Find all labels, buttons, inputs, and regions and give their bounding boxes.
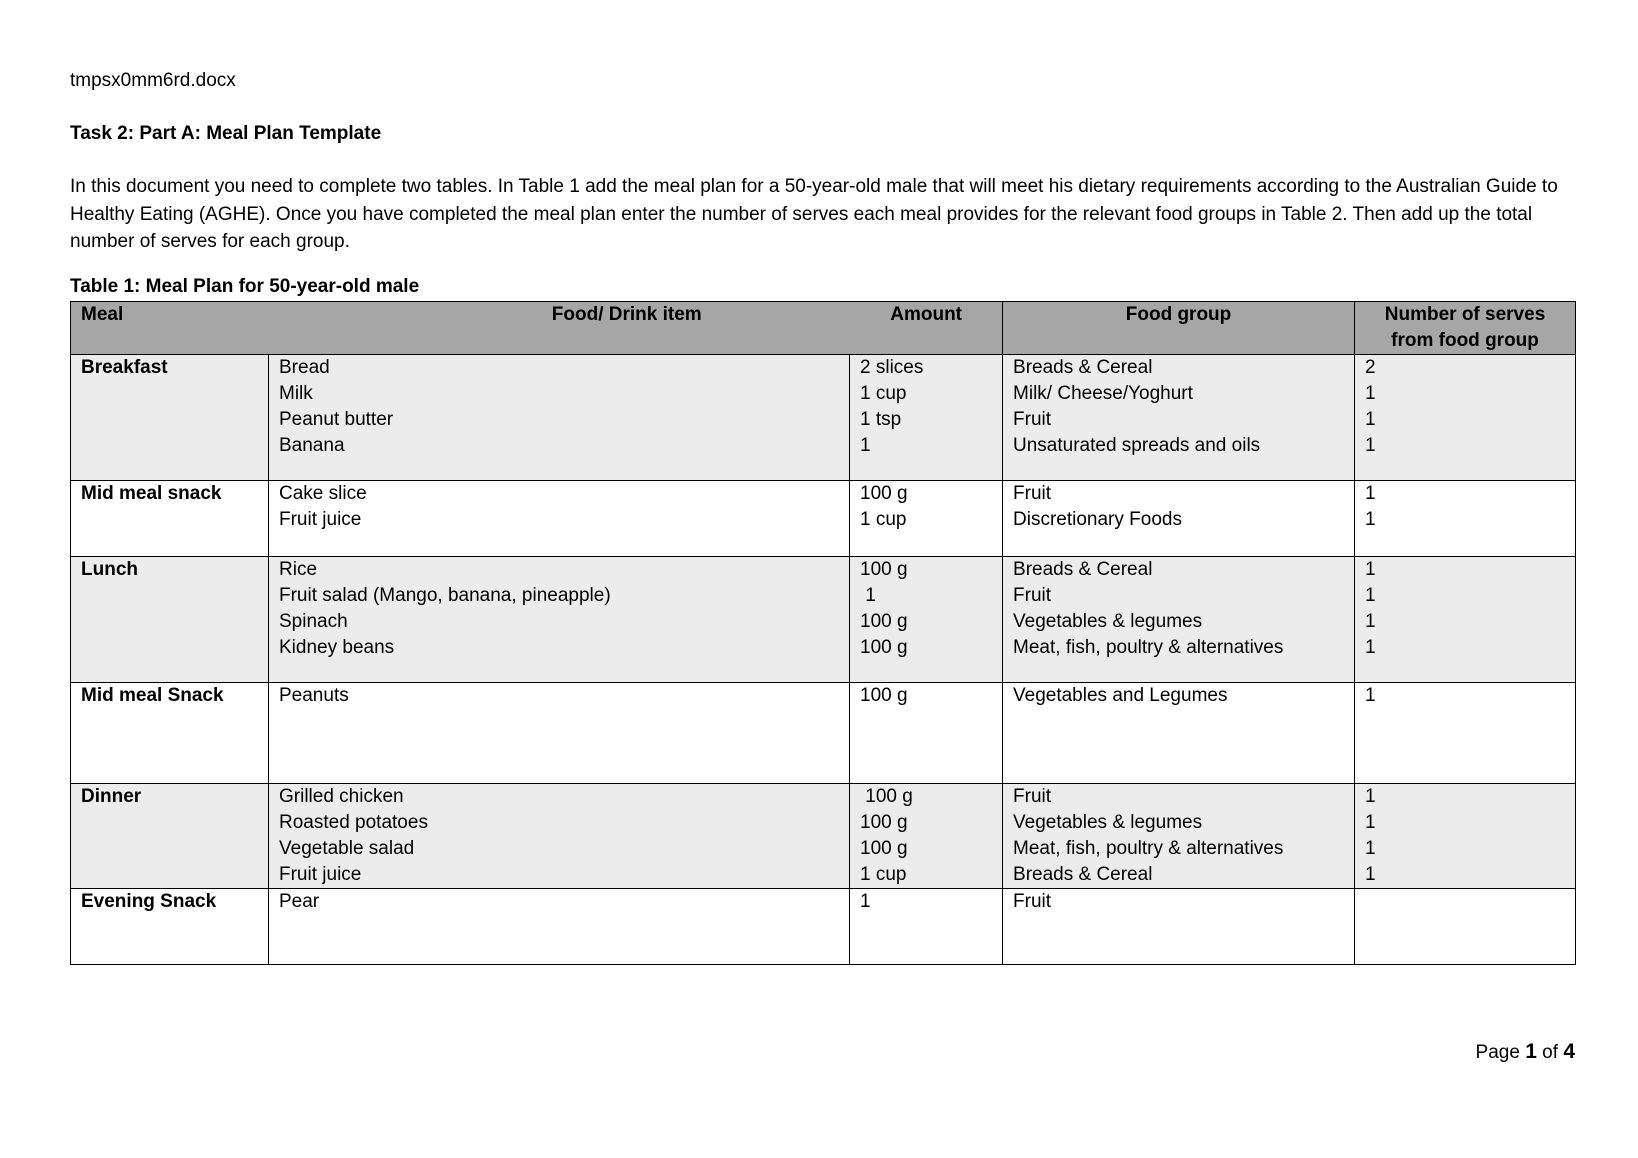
amount-cell — [850, 481, 1003, 557]
food-item: Kidney beans — [279, 637, 395, 658]
food-item: Peanuts — [279, 685, 349, 706]
food-item: Spinach — [279, 611, 348, 632]
food-group: Breads & Cereal — [1013, 357, 1153, 378]
food-group: Vegetables & legumes — [1013, 611, 1203, 632]
amount: 100 g — [860, 559, 908, 580]
amount-cell — [850, 355, 1003, 481]
food-item: Vegetable salad — [279, 838, 415, 859]
amount: 1 tsp — [860, 409, 902, 430]
header-meal-food-amount — [71, 302, 1003, 355]
serves: 1 — [1365, 409, 1376, 430]
amount: 1 — [860, 891, 871, 912]
meal-plan-table — [70, 301, 1576, 965]
current-page: 1 — [1525, 1040, 1537, 1063]
serves: 1 — [1365, 383, 1376, 404]
amount: 1 cup — [860, 864, 907, 885]
table-row — [71, 683, 1576, 784]
header-food-group: Food group — [1003, 302, 1355, 355]
food-item-cell — [269, 481, 850, 557]
header-amount: Amount — [890, 304, 963, 325]
food-item-cell — [269, 355, 850, 481]
meal-name-cell: Mid meal snack — [71, 481, 269, 557]
amount: 100 g — [860, 812, 908, 833]
amount-cell — [850, 557, 1003, 683]
meal-name-cell: Mid meal Snack — [71, 683, 269, 784]
food-group: Meat, fish, poultry & alternatives — [1013, 637, 1284, 658]
food-group: Unsaturated spreads and oils — [1013, 435, 1261, 456]
food-group: Breads & Cereal — [1013, 864, 1153, 885]
serves-cell — [1355, 683, 1576, 784]
food-group: Fruit — [1013, 409, 1052, 430]
food-group-cell — [1003, 784, 1355, 889]
serves: 1 — [1365, 483, 1376, 504]
amount: 100 g — [860, 838, 908, 859]
food-item: Bread — [279, 357, 330, 378]
meal-name-cell: Evening Snack — [71, 889, 269, 965]
serves: 1 — [1365, 585, 1376, 606]
serves-cell — [1355, 481, 1576, 557]
amount-cell — [850, 889, 1003, 965]
table-row — [71, 481, 1576, 557]
table-body — [71, 355, 1576, 965]
table-caption: Table 1: Meal Plan for 50-year-old male — [70, 276, 420, 297]
food-group-cell — [1003, 683, 1355, 784]
food-item: Cake slice — [279, 483, 367, 504]
food-group: Discretionary Foods — [1013, 509, 1182, 530]
serves-cell — [1355, 355, 1576, 481]
amount: 2 slices — [860, 357, 924, 378]
meal-name-cell: Breakfast — [71, 355, 269, 481]
food-group-cell — [1003, 481, 1355, 557]
page-label: Page — [1475, 1042, 1520, 1063]
serves-cell — [1355, 784, 1576, 889]
food-item: Banana — [279, 435, 345, 456]
amount: 1 cup — [860, 509, 907, 530]
food-item: Pear — [279, 891, 320, 912]
table-header-row — [71, 302, 1576, 355]
table-row — [71, 784, 1576, 889]
food-group: Fruit — [1013, 786, 1052, 807]
serves: 1 — [1365, 838, 1376, 859]
amount: 100 g — [860, 786, 913, 807]
food-item: Fruit juice — [279, 509, 362, 530]
amount: 1 cup — [860, 383, 907, 404]
serves: 1 — [1365, 509, 1376, 530]
amount-cell — [850, 784, 1003, 889]
header-meal: Meal — [81, 304, 124, 325]
food-group-cell — [1003, 557, 1355, 683]
table-row — [71, 557, 1576, 683]
amount: 100 g — [860, 685, 908, 706]
food-item: Peanut butter — [279, 409, 394, 430]
food-group: Fruit — [1013, 483, 1052, 504]
amount: 100 g — [860, 483, 908, 504]
task-heading: Task 2: Part A: Meal Plan Template — [70, 123, 382, 144]
food-group: Fruit — [1013, 891, 1052, 912]
food-group-cell — [1003, 889, 1355, 965]
serves: 1 — [1365, 812, 1376, 833]
food-item: Grilled chicken — [279, 786, 404, 807]
food-group: Breads & Cereal — [1013, 559, 1153, 580]
amount: 1 — [860, 585, 876, 606]
food-item-cell — [269, 889, 850, 965]
food-item-cell — [269, 784, 850, 889]
food-item: Fruit salad (Mango, banana, pineapple) — [279, 585, 611, 606]
food-group: Meat, fish, poultry & alternatives — [1013, 838, 1284, 859]
serves-cell — [1355, 557, 1576, 683]
food-item: Fruit juice — [279, 864, 362, 885]
serves: 1 — [1365, 559, 1376, 580]
serves: 1 — [1365, 864, 1376, 885]
meal-name-cell: Dinner — [71, 784, 269, 889]
food-item: Rice — [279, 559, 318, 580]
food-group-cell — [1003, 355, 1355, 481]
food-group: Vegetables & legumes — [1013, 812, 1203, 833]
food-item-cell — [269, 683, 850, 784]
amount: 100 g — [860, 611, 908, 632]
serves: 1 — [1365, 435, 1376, 456]
food-group: Vegetables and Legumes — [1013, 685, 1228, 706]
food-item: Milk — [279, 383, 313, 404]
intro-paragraph: In this document you need to complete two tables. In Table 1 add the meal plan for a 50-year-old male that will meet his dietary requirements according to the Australian Guide to Healthy Eating (AGHE). Once you have completed the meal plan enter the number of serves each meal provides for the relevant food groups in Table 2. Then add up the total number of serves for each group. — [70, 176, 1558, 252]
food-item: Roasted potatoes — [279, 812, 428, 833]
document-filename: tmpsx0mm6rd.docx — [70, 70, 236, 91]
serves: 1 — [1365, 637, 1376, 658]
serves: 1 — [1365, 611, 1376, 632]
header-serves: Number of serves from food group — [1355, 302, 1576, 355]
of-label: of — [1542, 1042, 1559, 1063]
page-footer — [1476, 1040, 1575, 1064]
serves: 1 — [1365, 685, 1376, 706]
food-item-cell — [269, 557, 850, 683]
serves: 2 — [1365, 357, 1376, 378]
food-group: Fruit — [1013, 585, 1052, 606]
serves-cell — [1355, 889, 1576, 965]
serves: 1 — [1365, 786, 1376, 807]
amount-cell — [850, 683, 1003, 784]
table-row — [71, 889, 1576, 965]
amount: 100 g — [860, 637, 908, 658]
amount: 1 — [860, 435, 871, 456]
total-pages: 4 — [1563, 1040, 1575, 1063]
header-food: Food/ Drink item — [551, 304, 702, 325]
food-group: Milk/ Cheese/Yoghurt — [1013, 383, 1193, 404]
table-row — [71, 355, 1576, 481]
meal-name-cell: Lunch — [71, 557, 269, 683]
